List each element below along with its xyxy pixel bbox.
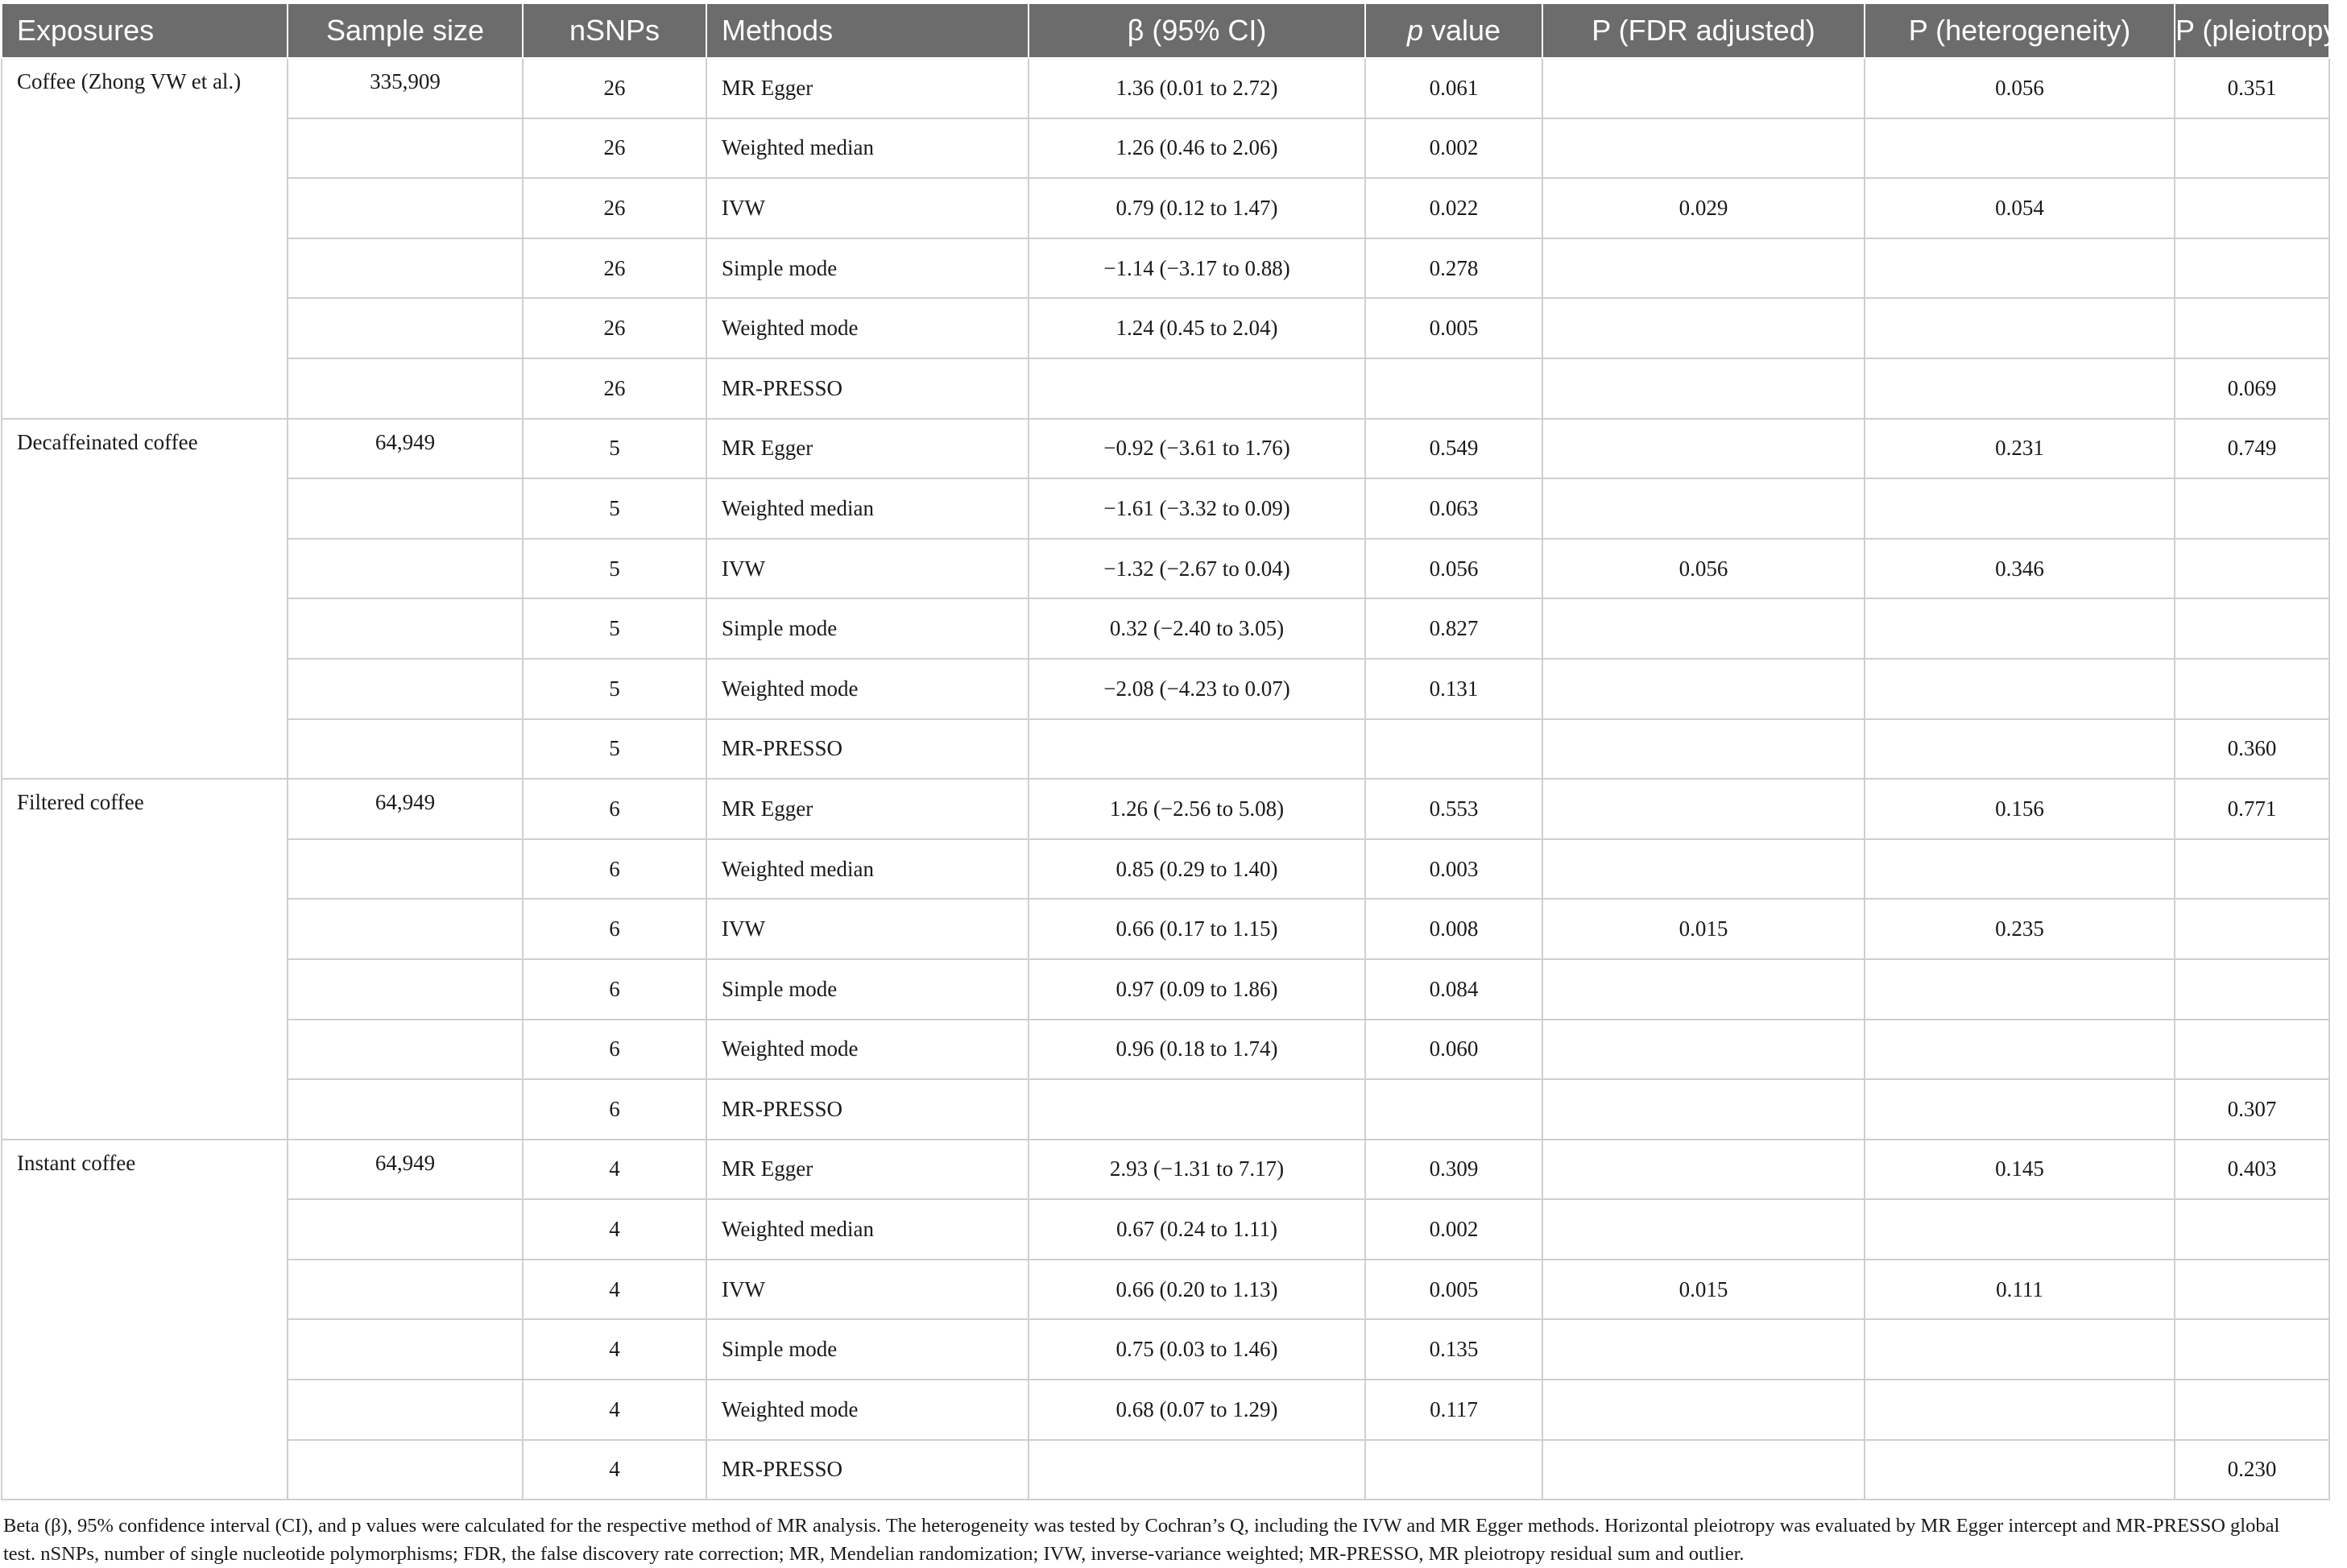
cell-p-heterogeneity xyxy=(1865,719,2175,780)
cell-method: Weighted mode xyxy=(706,298,1029,358)
table-row xyxy=(2,1319,2329,1380)
table-row xyxy=(2,178,2329,238)
table-row xyxy=(2,1079,2329,1140)
cell-sample-size xyxy=(288,899,523,959)
cell-beta: 0.85 (0.29 to 1.40) xyxy=(1029,839,1365,900)
cell-p-value: 0.827 xyxy=(1365,598,1542,659)
cell-p-heterogeneity xyxy=(1865,1319,2175,1380)
cell-p-pleiotropy: 0.360 xyxy=(2175,719,2329,780)
cell-beta: 0.68 (0.07 to 1.29) xyxy=(1029,1380,1365,1440)
cell-p-heterogeneity xyxy=(1865,1199,2175,1260)
cell-p-fdr xyxy=(1542,719,1865,780)
cell-beta: 1.36 (0.01 to 2.72) xyxy=(1029,58,1365,118)
cell-method: Simple mode xyxy=(706,1319,1029,1380)
cell-p-value: 0.084 xyxy=(1365,959,1542,1020)
cell-p-heterogeneity xyxy=(1865,118,2175,179)
cell-beta: 0.66 (0.20 to 1.13) xyxy=(1029,1260,1365,1320)
cell-method: MR Egger xyxy=(706,1140,1029,1200)
cell-method: Weighted median xyxy=(706,839,1029,900)
cell-sample-size xyxy=(288,1199,523,1260)
cell-beta: 0.32 (−2.40 to 3.05) xyxy=(1029,598,1365,659)
cell-sample-size xyxy=(288,598,523,659)
cell-nsnps: 6 xyxy=(523,959,706,1020)
cell-p-value: 0.063 xyxy=(1365,478,1542,539)
cell-nsnps: 5 xyxy=(523,539,706,599)
cell-beta: 1.26 (−2.56 to 5.08) xyxy=(1029,779,1365,839)
table-row xyxy=(2,298,2329,358)
cell-p-fdr xyxy=(1542,659,1865,719)
cell-p-pleiotropy xyxy=(2175,539,2329,599)
table-row xyxy=(2,1140,2329,1200)
header-methods: Methods xyxy=(706,4,1029,58)
table-row xyxy=(2,959,2329,1020)
cell-beta: 0.75 (0.03 to 1.46) xyxy=(1029,1319,1365,1380)
cell-p-pleiotropy xyxy=(2175,959,2329,1020)
cell-beta: −1.14 (−3.17 to 0.88) xyxy=(1029,238,1365,299)
cell-p-heterogeneity: 0.346 xyxy=(1865,539,2175,599)
cell-nsnps: 5 xyxy=(523,719,706,780)
cell-method: Weighted median xyxy=(706,478,1029,539)
table-row xyxy=(2,899,2329,959)
cell-p-value: 0.135 xyxy=(1365,1319,1542,1380)
cell-nsnps: 26 xyxy=(523,118,706,179)
cell-nsnps: 26 xyxy=(523,238,706,299)
cell-p-pleiotropy xyxy=(2175,659,2329,719)
table-row xyxy=(2,839,2329,900)
table-row xyxy=(2,1440,2329,1500)
cell-sample-size xyxy=(288,1380,523,1440)
cell-p-pleiotropy: 0.771 xyxy=(2175,779,2329,839)
cell-beta: 1.24 (0.45 to 2.04) xyxy=(1029,298,1365,358)
header-nsnps: nSNPs xyxy=(523,4,706,58)
cell-p-value xyxy=(1365,1440,1542,1500)
cell-p-fdr xyxy=(1542,839,1865,900)
cell-nsnps: 5 xyxy=(523,598,706,659)
cell-beta xyxy=(1029,358,1365,419)
cell-p-pleiotropy xyxy=(2175,1380,2329,1440)
header-p-pleiotropy: P (pleiotropy) xyxy=(2175,4,2329,58)
cell-nsnps: 4 xyxy=(523,1319,706,1380)
table-row xyxy=(2,238,2329,299)
cell-method: Weighted median xyxy=(706,1199,1029,1260)
table-row xyxy=(2,1260,2329,1320)
cell-p-pleiotropy: 0.230 xyxy=(2175,1440,2329,1500)
cell-p-fdr xyxy=(1542,238,1865,299)
cell-sample-size xyxy=(288,1319,523,1380)
cell-beta: −0.92 (−3.61 to 1.76) xyxy=(1029,419,1365,479)
cell-p-value: 0.131 xyxy=(1365,659,1542,719)
cell-p-fdr xyxy=(1542,358,1865,419)
header-p-value-rest: value xyxy=(1422,14,1501,47)
table-row xyxy=(2,419,2329,479)
table-row xyxy=(2,58,2329,118)
cell-p-value: 0.060 xyxy=(1365,1020,1542,1080)
cell-p-pleiotropy xyxy=(2175,598,2329,659)
cell-method: Weighted mode xyxy=(706,659,1029,719)
cell-sample-size xyxy=(288,659,523,719)
table-row xyxy=(2,478,2329,539)
cell-nsnps: 6 xyxy=(523,1079,706,1140)
table-row xyxy=(2,719,2329,780)
cell-sample-size: 64,949 xyxy=(288,1140,523,1200)
cell-nsnps: 6 xyxy=(523,779,706,839)
cell-p-heterogeneity xyxy=(1865,298,2175,358)
cell-p-pleiotropy xyxy=(2175,1319,2329,1380)
cell-p-value: 0.553 xyxy=(1365,779,1542,839)
cell-sample-size xyxy=(288,298,523,358)
cell-p-value: 0.005 xyxy=(1365,298,1542,358)
cell-nsnps: 6 xyxy=(523,839,706,900)
table-footnote: Beta (β), 95% confidence interval (CI), and p values were calculated for the respective method of MR analysis. The heterogeneity was tested by Cochran’s Q, including the IVW and MR Egger methods. Horizontal pleiotropy was evaluated by MR Egger intercept and MR-PRESSO global test. nSNPs, number of single nucleotide polymorphisms; FDR, the false discovery rate correction; MR, Mendelian randomization; IVW, inverse-variance weighted; MR-PRESSO, MR pleiotropy residual sum and outlier. xyxy=(3,1515,2280,1566)
cell-method: MR-PRESSO xyxy=(706,1440,1029,1500)
cell-p-fdr: 0.015 xyxy=(1542,899,1865,959)
cell-p-heterogeneity: 0.056 xyxy=(1865,58,2175,118)
cell-p-fdr: 0.015 xyxy=(1542,1260,1865,1320)
cell-p-pleiotropy: 0.069 xyxy=(2175,358,2329,419)
cell-method: MR Egger xyxy=(706,419,1029,479)
header-beta: β (95% CI) xyxy=(1029,4,1365,58)
cell-sample-size xyxy=(288,839,523,900)
cell-p-fdr xyxy=(1542,1079,1865,1140)
cell-method: MR Egger xyxy=(706,779,1029,839)
cell-p-fdr xyxy=(1542,1319,1865,1380)
cell-method: IVW xyxy=(706,539,1029,599)
cell-p-fdr: 0.056 xyxy=(1542,539,1865,599)
table-row xyxy=(2,659,2329,719)
cell-p-heterogeneity: 0.145 xyxy=(1865,1140,2175,1200)
cell-p-fdr xyxy=(1542,1020,1865,1080)
cell-method: IVW xyxy=(706,178,1029,238)
mr-results-table xyxy=(1,4,2347,1500)
cell-p-value: 0.117 xyxy=(1365,1380,1542,1440)
cell-p-heterogeneity xyxy=(1865,959,2175,1020)
cell-beta: −2.08 (−4.23 to 0.07) xyxy=(1029,659,1365,719)
cell-nsnps: 4 xyxy=(523,1140,706,1200)
cell-exposure: Filtered coffee xyxy=(2,779,288,1140)
cell-p-heterogeneity: 0.156 xyxy=(1865,779,2175,839)
cell-p-value: 0.002 xyxy=(1365,1199,1542,1260)
cell-p-fdr xyxy=(1542,58,1865,118)
cell-p-pleiotropy xyxy=(2175,298,2329,358)
cell-p-pleiotropy: 0.749 xyxy=(2175,419,2329,479)
cell-nsnps: 5 xyxy=(523,659,706,719)
cell-sample-size xyxy=(288,1440,523,1500)
cell-p-fdr xyxy=(1542,1140,1865,1200)
cell-nsnps: 6 xyxy=(523,1020,706,1080)
table-row xyxy=(2,1020,2329,1080)
cell-beta xyxy=(1029,719,1365,780)
cell-p-heterogeneity xyxy=(1865,1440,2175,1500)
cell-p-value: 0.005 xyxy=(1365,1260,1542,1320)
table-row xyxy=(2,118,2329,179)
cell-nsnps: 4 xyxy=(523,1440,706,1500)
cell-sample-size xyxy=(288,1079,523,1140)
table-row xyxy=(2,598,2329,659)
table-body xyxy=(2,58,2329,1500)
cell-p-heterogeneity xyxy=(1865,598,2175,659)
cell-beta xyxy=(1029,1079,1365,1140)
cell-p-heterogeneity xyxy=(1865,1079,2175,1140)
cell-p-value xyxy=(1365,1079,1542,1140)
cell-p-fdr xyxy=(1542,779,1865,839)
cell-beta: −1.32 (−2.67 to 0.04) xyxy=(1029,539,1365,599)
cell-p-pleiotropy xyxy=(2175,839,2329,900)
cell-p-fdr xyxy=(1542,1440,1865,1500)
cell-sample-size xyxy=(288,719,523,780)
cell-p-pleiotropy xyxy=(2175,118,2329,179)
cell-p-heterogeneity xyxy=(1865,1020,2175,1080)
cell-p-value: 0.309 xyxy=(1365,1140,1542,1200)
cell-p-pleiotropy xyxy=(2175,1260,2329,1320)
cell-sample-size: 64,949 xyxy=(288,779,523,839)
cell-sample-size xyxy=(288,478,523,539)
cell-p-pleiotropy: 0.403 xyxy=(2175,1140,2329,1200)
table-row xyxy=(2,539,2329,599)
header-p-heterogeneity: P (heterogeneity) xyxy=(1865,4,2175,58)
cell-nsnps: 26 xyxy=(523,178,706,238)
table-row xyxy=(2,779,2329,839)
table-row xyxy=(2,358,2329,419)
header-p-value xyxy=(1365,4,1542,58)
header-row xyxy=(2,4,2329,58)
cell-nsnps: 5 xyxy=(523,478,706,539)
cell-beta: 1.26 (0.46 to 2.06) xyxy=(1029,118,1365,179)
cell-p-value xyxy=(1365,719,1542,780)
cell-p-pleiotropy xyxy=(2175,1020,2329,1080)
cell-p-heterogeneity xyxy=(1865,659,2175,719)
cell-p-pleiotropy xyxy=(2175,1199,2329,1260)
cell-p-fdr xyxy=(1542,118,1865,179)
cell-p-heterogeneity xyxy=(1865,839,2175,900)
cell-p-fdr xyxy=(1542,1199,1865,1260)
cell-p-pleiotropy: 0.351 xyxy=(2175,58,2329,118)
cell-p-value: 0.002 xyxy=(1365,118,1542,179)
cell-p-heterogeneity: 0.054 xyxy=(1865,178,2175,238)
table-row xyxy=(2,1199,2329,1260)
cell-p-value: 0.003 xyxy=(1365,839,1542,900)
cell-nsnps: 26 xyxy=(523,58,706,118)
header-p-fdr: P (FDR adjusted) xyxy=(1542,4,1865,58)
cell-p-heterogeneity xyxy=(1865,238,2175,299)
cell-nsnps: 6 xyxy=(523,899,706,959)
cell-sample-size xyxy=(288,118,523,179)
cell-p-value xyxy=(1365,358,1542,419)
cell-p-value: 0.056 xyxy=(1365,539,1542,599)
cell-p-value: 0.278 xyxy=(1365,238,1542,299)
header-exposures: Exposures xyxy=(2,4,288,58)
cell-p-heterogeneity: 0.111 xyxy=(1865,1260,2175,1320)
cell-beta xyxy=(1029,1440,1365,1500)
cell-exposure: Instant coffee xyxy=(2,1140,288,1500)
table-row xyxy=(2,1380,2329,1440)
cell-beta: 2.93 (−1.31 to 7.17) xyxy=(1029,1140,1365,1200)
cell-method: IVW xyxy=(706,899,1029,959)
cell-nsnps: 4 xyxy=(523,1199,706,1260)
cell-method: Weighted median xyxy=(706,118,1029,179)
cell-p-heterogeneity: 0.235 xyxy=(1865,899,2175,959)
cell-p-value: 0.022 xyxy=(1365,178,1542,238)
cell-method: MR-PRESSO xyxy=(706,358,1029,419)
cell-sample-size xyxy=(288,539,523,599)
cell-p-heterogeneity xyxy=(1865,358,2175,419)
cell-method: MR-PRESSO xyxy=(706,1079,1029,1140)
cell-p-fdr xyxy=(1542,598,1865,659)
cell-nsnps: 4 xyxy=(523,1260,706,1320)
cell-p-pleiotropy: 0.307 xyxy=(2175,1079,2329,1140)
cell-p-heterogeneity: 0.231 xyxy=(1865,419,2175,479)
cell-p-fdr xyxy=(1542,298,1865,358)
header-sample-size: Sample size xyxy=(288,4,523,58)
cell-method: MR-PRESSO xyxy=(706,719,1029,780)
cell-beta: −1.61 (−3.32 to 0.09) xyxy=(1029,478,1365,539)
cell-method: Simple mode xyxy=(706,238,1029,299)
cell-method: Simple mode xyxy=(706,598,1029,659)
cell-exposure: Coffee (Zhong VW et al.) xyxy=(2,58,288,419)
cell-sample-size: 335,909 xyxy=(288,58,523,118)
cell-p-fdr xyxy=(1542,478,1865,539)
cell-sample-size xyxy=(288,178,523,238)
cell-p-fdr xyxy=(1542,959,1865,1020)
cell-p-value: 0.549 xyxy=(1365,419,1542,479)
cell-p-pleiotropy xyxy=(2175,178,2329,238)
cell-p-value: 0.061 xyxy=(1365,58,1542,118)
cell-sample-size xyxy=(288,238,523,299)
cell-method: Weighted mode xyxy=(706,1020,1029,1080)
cell-nsnps: 26 xyxy=(523,358,706,419)
cell-p-fdr: 0.029 xyxy=(1542,178,1865,238)
cell-nsnps: 5 xyxy=(523,419,706,479)
cell-beta: 0.67 (0.24 to 1.11) xyxy=(1029,1199,1365,1260)
cell-p-heterogeneity xyxy=(1865,1380,2175,1440)
cell-p-fdr xyxy=(1542,1380,1865,1440)
cell-sample-size xyxy=(288,959,523,1020)
header-p-value-italic: p xyxy=(1406,14,1423,47)
cell-sample-size xyxy=(288,1260,523,1320)
cell-p-value: 0.008 xyxy=(1365,899,1542,959)
cell-beta: 0.96 (0.18 to 1.74) xyxy=(1029,1020,1365,1080)
cell-sample-size xyxy=(288,358,523,419)
cell-p-pleiotropy xyxy=(2175,238,2329,299)
cell-method: Weighted mode xyxy=(706,1380,1029,1440)
cell-beta: 0.79 (0.12 to 1.47) xyxy=(1029,178,1365,238)
cell-sample-size xyxy=(288,1020,523,1080)
cell-method: IVW xyxy=(706,1260,1029,1320)
cell-p-pleiotropy xyxy=(2175,899,2329,959)
cell-beta: 0.97 (0.09 to 1.86) xyxy=(1029,959,1365,1020)
cell-exposure: Decaffeinated coffee xyxy=(2,419,288,780)
cell-method: Simple mode xyxy=(706,959,1029,1020)
cell-beta: 0.66 (0.17 to 1.15) xyxy=(1029,899,1365,959)
cell-nsnps: 26 xyxy=(523,298,706,358)
cell-p-pleiotropy xyxy=(2175,478,2329,539)
cell-sample-size: 64,949 xyxy=(288,419,523,479)
cell-p-heterogeneity xyxy=(1865,478,2175,539)
cell-nsnps: 4 xyxy=(523,1380,706,1440)
cell-method: MR Egger xyxy=(706,58,1029,118)
cell-p-fdr xyxy=(1542,419,1865,479)
